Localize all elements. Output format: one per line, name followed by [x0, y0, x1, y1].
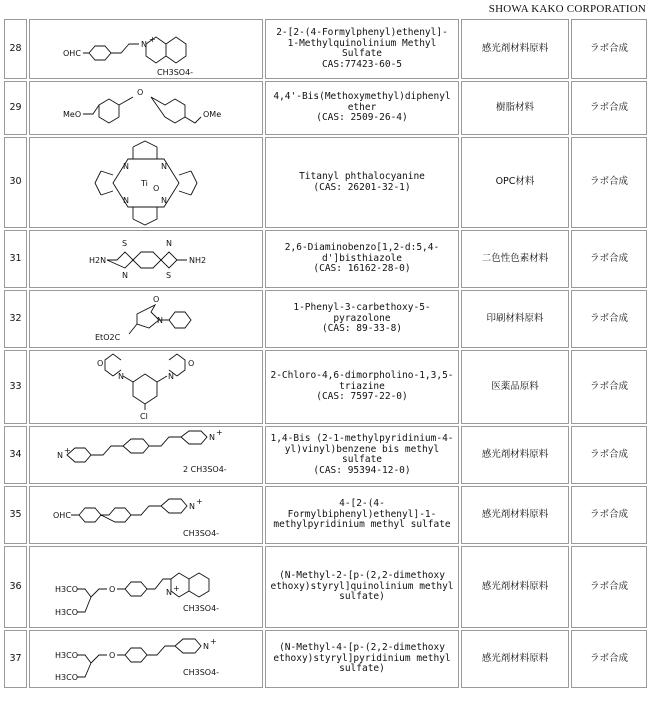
table-row — [4, 19, 647, 79]
svg-text:O: O — [109, 651, 116, 660]
product-number: 34 — [4, 426, 27, 484]
svg-text:N: N — [209, 433, 215, 442]
status: ラボ合成 — [571, 230, 647, 288]
chemical-structure — [29, 546, 263, 628]
svg-text:Ti: Ti — [141, 178, 148, 188]
svg-text:N: N — [189, 502, 195, 511]
table-row — [4, 426, 647, 484]
svg-text:O: O — [188, 359, 195, 368]
chemical-structure — [29, 230, 263, 288]
svg-text:+: + — [196, 497, 203, 506]
structure-image — [33, 352, 259, 422]
chemical-name: (N-Methyl-4-[p-(2,2-dimethoxy ethoxy)styryl]pyridinium methyl sulfate) — [265, 630, 459, 688]
svg-text:N: N — [123, 195, 129, 205]
svg-text:Cl: Cl — [140, 412, 148, 421]
company-name: SHOWA KAKO CORPORATION — [488, 3, 646, 15]
structure-image — [33, 83, 259, 133]
svg-text:+: + — [210, 637, 217, 646]
status: ラボ合成 — [571, 546, 647, 628]
svg-text:N: N — [141, 40, 147, 49]
application: 感光剤材料原料 — [461, 630, 569, 688]
structure-image — [33, 292, 259, 346]
product-number: 37 — [4, 630, 27, 688]
table-row — [4, 230, 647, 288]
chemical-structure — [29, 290, 263, 348]
product-number: 29 — [4, 81, 27, 135]
table-row — [4, 137, 647, 228]
chemical-name: 1-Phenyl-3-carbethoxy-5-pyrazolone (CAS: 89-33-8) — [265, 290, 459, 348]
chemical-name: (N-Methyl-2-[p-(2,2-dimethoxy ethoxy)styryl]quinolinium methyl sulfate) — [265, 546, 459, 628]
status: ラボ合成 — [571, 19, 647, 79]
table-row — [4, 290, 647, 348]
svg-text:N: N — [161, 195, 167, 205]
svg-text:H3CO: H3CO — [55, 651, 78, 660]
svg-text:EtO2C: EtO2C — [95, 333, 121, 342]
svg-text:H3CO: H3CO — [55, 673, 78, 682]
svg-text:H3CO: H3CO — [55, 608, 78, 617]
product-number: 31 — [4, 230, 27, 288]
status: ラボ合成 — [571, 290, 647, 348]
svg-text:2 CH3SO4-: 2 CH3SO4- — [183, 465, 227, 474]
svg-text:S: S — [166, 271, 172, 280]
chemical-structure — [29, 81, 263, 135]
chemical-name: 2,6-Diaminobenzo[1,2-d:5,4- d']bisthiazole (CAS: 16162-28-0) — [265, 230, 459, 288]
svg-text:N: N — [161, 161, 167, 171]
svg-text:CH3SO4-: CH3SO4- — [183, 529, 220, 538]
status: ラボ合成 — [571, 137, 647, 228]
svg-text:N: N — [122, 271, 128, 280]
svg-text:N: N — [203, 642, 209, 651]
chemical-structure — [29, 426, 263, 484]
structure-image — [33, 428, 259, 482]
product-number: 33 — [4, 350, 27, 424]
chemical-name: 1,4-Bis (2-1-methylpyridinium-4- yl)vinyl)benzene bis methyl sulfate (CAS: 95394-12-0) — [265, 426, 459, 484]
svg-text:OHC: OHC — [53, 511, 71, 520]
chemical-name: Titanyl phthalocyanine (CAS: 26201-32-1) — [265, 137, 459, 228]
chemical-structure — [29, 630, 263, 688]
svg-text:N: N — [166, 588, 172, 597]
svg-text:OHC: OHC — [63, 49, 81, 58]
svg-text:O: O — [137, 88, 144, 97]
application: 樹脂材料 — [461, 81, 569, 135]
application: 印刷材料原料 — [461, 290, 569, 348]
product-number: 32 — [4, 290, 27, 348]
status: ラボ合成 — [571, 350, 647, 424]
svg-text:N: N — [157, 316, 163, 325]
application: 感光剤材料原料 — [461, 546, 569, 628]
svg-text:O: O — [97, 359, 104, 368]
svg-text:O: O — [153, 295, 160, 304]
svg-text:N: N — [168, 372, 174, 381]
application: 医薬品原料 — [461, 350, 569, 424]
table-row — [4, 350, 647, 424]
svg-text:H2N: H2N — [89, 256, 107, 265]
svg-text:N: N — [166, 239, 172, 248]
svg-text:N: N — [57, 451, 63, 460]
table-row — [4, 630, 647, 688]
table-row — [4, 486, 647, 544]
svg-text:CH3SO4-: CH3SO4- — [157, 68, 194, 77]
product-number: 35 — [4, 486, 27, 544]
application: 感光剤材料原料 — [461, 486, 569, 544]
structure-image — [33, 631, 259, 687]
svg-text:N: N — [123, 161, 129, 171]
application: 感光剤材料原料 — [461, 426, 569, 484]
chemical-name: 2-[2-(4-Formylphenyl)ethenyl]- 1-Methylquinolinium Methyl Sulfate CAS:77423-60-5 — [265, 19, 459, 79]
svg-text:N: N — [118, 372, 124, 381]
status: ラボ合成 — [571, 486, 647, 544]
chemical-structure — [29, 137, 263, 228]
structure-image — [33, 232, 259, 286]
chemical-name: 4,4'-Bis(Methoxymethyl)diphenyl ether (CAS: 2509-26-4) — [265, 81, 459, 135]
svg-text:+: + — [216, 428, 223, 437]
application: 感光剤材料原料 — [461, 19, 569, 79]
structure-image — [33, 488, 259, 542]
status: ラボ合成 — [571, 426, 647, 484]
svg-text:H3CO: H3CO — [55, 585, 78, 594]
svg-text:O: O — [109, 585, 116, 594]
svg-text:CH3SO4-: CH3SO4- — [183, 668, 220, 677]
svg-text:MeO: MeO — [63, 110, 82, 119]
status: ラボ合成 — [571, 81, 647, 135]
application: 二色性色素材料 — [461, 230, 569, 288]
structure-image — [33, 139, 259, 227]
table-row — [4, 81, 647, 135]
table-row — [4, 546, 647, 628]
svg-text:OMe: OMe — [203, 110, 222, 119]
chemical-structure — [29, 486, 263, 544]
product-number: 36 — [4, 546, 27, 628]
product-number: 30 — [4, 137, 27, 228]
svg-text:+: + — [149, 35, 156, 44]
chemical-name: 2-Chloro-4,6-dimorpholino-1,3,5- triazine (CAS: 7597-22-0) — [265, 350, 459, 424]
svg-text:+: + — [173, 584, 180, 593]
product-table — [2, 17, 649, 690]
svg-text:O: O — [153, 183, 160, 193]
product-number: 28 — [4, 19, 27, 79]
svg-text:S: S — [122, 239, 128, 248]
chemical-structure — [29, 350, 263, 424]
chemical-structure — [29, 19, 263, 79]
structure-image — [33, 547, 259, 627]
status: ラボ合成 — [571, 630, 647, 688]
chemical-name: 4-[2-(4-Formylbiphenyl)ethenyl]-1- methylpyridinium methyl sulfate — [265, 486, 459, 544]
structure-image — [33, 20, 259, 78]
svg-text:+: + — [64, 446, 71, 455]
svg-text:CH3SO4-: CH3SO4- — [183, 604, 220, 613]
svg-text:NH2: NH2 — [189, 256, 207, 265]
application: OPC材料 — [461, 137, 569, 228]
